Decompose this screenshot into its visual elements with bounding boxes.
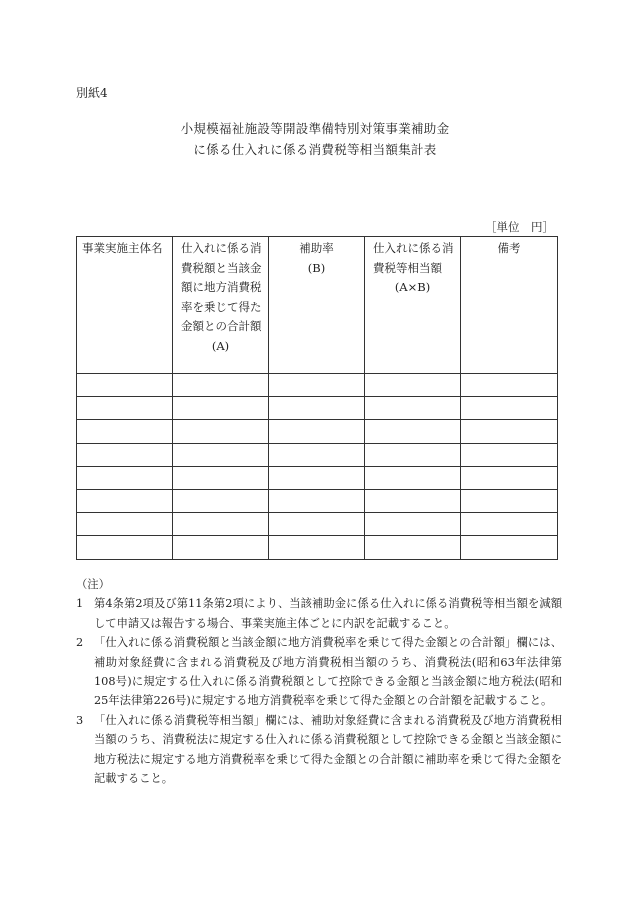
header-subsidy-rate-sub: (B) <box>307 260 326 275</box>
table-cell <box>173 374 269 397</box>
notes-section <box>76 575 562 788</box>
header-subsidy-rate-text: 補助率 <box>299 241 334 255</box>
table-cell <box>77 420 173 443</box>
table-cell <box>77 489 173 512</box>
header-remarks-text: 備考 <box>497 241 521 255</box>
table-cell <box>173 443 269 466</box>
table-cell <box>365 489 461 512</box>
table-row <box>77 420 558 443</box>
table-cell <box>461 536 558 559</box>
table-row <box>77 397 558 420</box>
table-cell <box>461 443 558 466</box>
note-text: 第4条第2項及び第11条第2項により、当該補助金に係る仕入れに係る消費税等相当額を減額して申請又は報告する場合、事業実施主体ごとに内訳を記載すること。 <box>94 597 562 630</box>
table-cell <box>269 513 365 536</box>
table-cell <box>173 513 269 536</box>
note-item <box>76 633 562 711</box>
table-cell <box>269 374 365 397</box>
table-row <box>77 513 558 536</box>
header-remarks <box>461 237 558 374</box>
note-number: 2 <box>76 636 84 650</box>
header-entity-name-text: 事業実施主体名 <box>82 241 163 255</box>
header-tax-equivalent <box>365 237 461 374</box>
table-cell <box>365 443 461 466</box>
table-cell <box>461 489 558 512</box>
table-cell <box>365 513 461 536</box>
table-cell <box>461 374 558 397</box>
table-cell <box>461 420 558 443</box>
table-cell <box>365 374 461 397</box>
table-cell <box>173 536 269 559</box>
table-cell <box>461 513 558 536</box>
notes-heading: （注） <box>76 578 110 591</box>
table-cell <box>77 397 173 420</box>
note-number: 3 <box>76 713 84 727</box>
summary-table <box>76 236 558 560</box>
header-tax-total-sub: (A) <box>211 338 230 353</box>
unit-label: ［単位 円］ <box>485 220 554 234</box>
table-cell <box>461 466 558 489</box>
note-item <box>76 594 562 633</box>
table-cell <box>365 397 461 420</box>
table-cell <box>461 397 558 420</box>
table-cell <box>269 489 365 512</box>
attachment-label: 別紙4 <box>76 86 108 100</box>
header-entity-name <box>77 237 173 374</box>
table-cell <box>365 536 461 559</box>
table-cell <box>173 420 269 443</box>
header-tax-equivalent-sub: (A×B) <box>394 280 431 294</box>
table-cell <box>365 420 461 443</box>
document-title-line1: 小規模福祉施設等開設準備特別対策事業補助金 <box>180 121 450 136</box>
table-cell <box>269 443 365 466</box>
table-cell <box>269 397 365 420</box>
table-cell <box>77 513 173 536</box>
table-cell <box>365 466 461 489</box>
table-cell <box>269 420 365 443</box>
document-title-line2: に係る仕入れに係る消費税等相当額集計表 <box>193 142 437 157</box>
table-cell <box>173 397 269 420</box>
table-cell <box>77 536 173 559</box>
note-text: 「仕入れに係る消費税額と当該金額に地方消費税率を乗じて得た金額との合計額」欄には、補助対象経費に含まれる消費税及び地方消費税相当額のうち、消費税法(昭和63年法律第108号)に規定する仕入れに係る消費税額として控除できる金額と当該金額に地方税法(昭和25年法律第226号)に規定する地方消費税率を乗じて得た金額との合計額を記載すること。 <box>94 636 562 708</box>
table-row <box>77 374 558 397</box>
table-row <box>77 489 558 512</box>
table-cell <box>77 374 173 397</box>
table-cell <box>269 536 365 559</box>
header-subsidy-rate <box>269 237 365 374</box>
header-tax-equivalent-text: 仕入れに係る消 費税等相当額 <box>373 241 454 275</box>
header-tax-total <box>173 237 269 374</box>
note-number: 1 <box>76 597 84 611</box>
table-cell <box>173 466 269 489</box>
table-cell <box>77 443 173 466</box>
note-item <box>76 711 562 789</box>
table-row <box>77 466 558 489</box>
table-row <box>77 443 558 466</box>
table-header-row <box>77 237 558 374</box>
header-tax-total-text: 仕入れに係る消 費税額と当該金 額に地方消費税 率を乗じて得た 金額との合計額 <box>181 241 262 333</box>
table-row <box>77 536 558 559</box>
table-body <box>77 374 558 560</box>
table-cell <box>173 489 269 512</box>
table-cell <box>269 466 365 489</box>
note-text: 「仕入れに係る消費税等相当額」欄には、補助対象経費に含まれる消費税及び地方消費税相当額のうち、消費税法に規定する仕入れに係る消費税額として控除できる金額と当該金額に地方税法に規定する地方消費税率を乗じて得た金額との合計額に補助率を乗じて得た金額を記載すること。 <box>94 713 562 786</box>
table-cell <box>77 466 173 489</box>
